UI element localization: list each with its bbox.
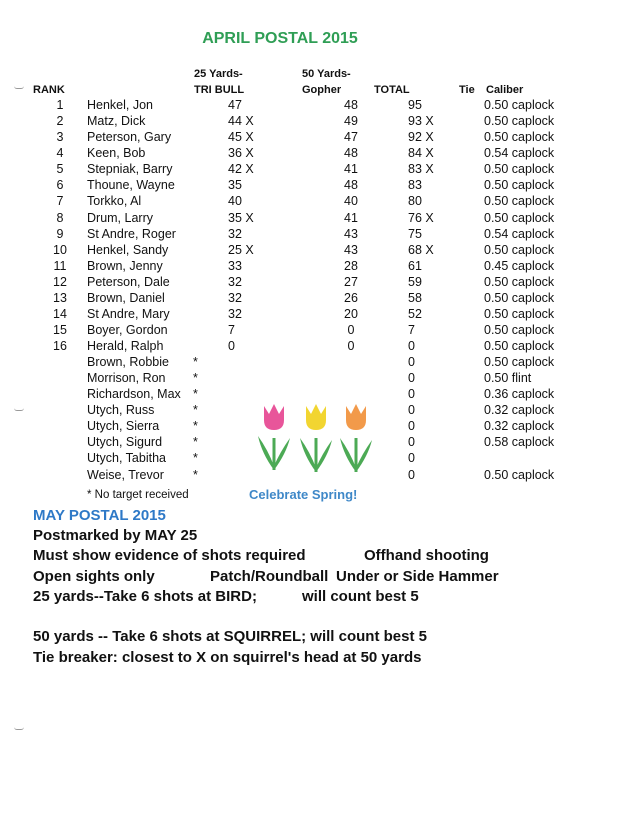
total-cell: 92 X bbox=[408, 130, 434, 144]
score-25-cell: 36 X bbox=[228, 146, 254, 160]
score-50-cell: 47 bbox=[344, 130, 358, 144]
total-cell: 84 X bbox=[408, 146, 434, 160]
name-cell: Drum, Larry bbox=[87, 211, 153, 225]
header-50-line1: 50 Yards- bbox=[302, 68, 351, 80]
name-cell: Richardson, Max bbox=[87, 387, 181, 401]
name-cell: Brown, Jenny bbox=[87, 259, 163, 273]
rank-cell: 6 bbox=[56, 178, 64, 192]
score-25-cell: 40 bbox=[228, 194, 242, 208]
postmarked-line: Postmarked by MAY 25 bbox=[33, 527, 198, 544]
score-50-cell: 49 bbox=[344, 114, 358, 128]
name-cell: Herald, Ralph bbox=[87, 339, 164, 353]
total-cell: 68 X bbox=[408, 243, 434, 257]
total-cell: 83 bbox=[408, 178, 422, 192]
score-25-cell: 32 bbox=[228, 275, 242, 289]
header-50-yards bbox=[302, 66, 351, 98]
celebrate-spring-caption: Celebrate Spring! bbox=[249, 487, 358, 502]
evidence-line: Must show evidence of shots required bbox=[33, 547, 306, 564]
punch-hole-mark bbox=[14, 86, 24, 89]
total-cell: 0 bbox=[408, 371, 415, 385]
rank-cell: 11 bbox=[53, 259, 67, 273]
name-cell: Utych, Sigurd bbox=[87, 435, 163, 449]
no-target-mark: * bbox=[193, 435, 198, 449]
name-cell: Stepniak, Barry bbox=[87, 162, 173, 176]
caliber-cell: 0.50 caplock bbox=[484, 339, 555, 353]
patch-text: Patch/Roundball bbox=[210, 568, 329, 585]
name-cell: Henkel, Sandy bbox=[87, 243, 169, 257]
no-target-mark: * bbox=[193, 419, 198, 433]
header-rank: RANK bbox=[33, 84, 65, 96]
caliber-cell: 0.50 flint bbox=[484, 371, 532, 385]
score-50-cell: 20 bbox=[344, 307, 358, 321]
score-50-cell: 28 bbox=[344, 259, 358, 273]
score-25-cell: 35 X bbox=[228, 211, 254, 225]
name-cell: Morrison, Ron bbox=[87, 371, 166, 385]
header-25-line1: 25 Yards- bbox=[194, 68, 243, 80]
caliber-cell: 0.54 caplock bbox=[484, 227, 555, 241]
caliber-cell: 0.32 caplock bbox=[484, 403, 555, 417]
total-cell: 0 bbox=[408, 435, 415, 449]
punch-hole-mark bbox=[14, 408, 24, 411]
name-cell: Peterson, Gary bbox=[87, 130, 172, 144]
caliber-cell: 0.50 caplock bbox=[484, 355, 555, 369]
header-tie: Tie bbox=[459, 84, 475, 96]
score-50-cell: 26 bbox=[344, 291, 358, 305]
rank-cell: 2 bbox=[56, 114, 64, 128]
caliber-cell: 0.32 caplock bbox=[484, 419, 555, 433]
name-cell: Utych, Tabitha bbox=[87, 451, 166, 465]
rank-cell: 8 bbox=[56, 211, 64, 225]
header-50-line2: Gopher bbox=[302, 84, 342, 96]
total-cell: 95 bbox=[408, 98, 422, 112]
caliber-cell: 0.58 caplock bbox=[484, 435, 555, 449]
rank-cell: 16 bbox=[53, 339, 67, 353]
rank-cell: 1 bbox=[56, 98, 64, 112]
rank-cell: 3 bbox=[56, 130, 64, 144]
header-total: TOTAL bbox=[374, 84, 410, 96]
caliber-cell: 0.50 caplock bbox=[484, 211, 555, 225]
name-cell: Utych, Sierra bbox=[87, 419, 160, 433]
total-cell: 0 bbox=[408, 468, 415, 482]
rank-cell: 12 bbox=[53, 275, 67, 289]
caliber-cell: 0.50 caplock bbox=[484, 243, 555, 257]
score-50-cell: 0 bbox=[347, 323, 355, 337]
score-25-cell: 33 bbox=[228, 259, 242, 273]
name-cell: Henkel, Jon bbox=[87, 98, 154, 112]
total-cell: 75 bbox=[408, 227, 422, 241]
name-cell: Matz, Dick bbox=[87, 114, 146, 128]
score-25-cell: 32 bbox=[228, 291, 242, 305]
caliber-cell: 0.50 caplock bbox=[484, 291, 555, 305]
tulip-orange-icon bbox=[340, 404, 372, 472]
caliber-cell: 0.50 caplock bbox=[484, 130, 555, 144]
no-target-mark: * bbox=[193, 451, 198, 465]
no-target-mark: * bbox=[193, 468, 198, 482]
yards25-count: will count best 5 bbox=[302, 588, 419, 605]
caliber-cell: 0.50 caplock bbox=[484, 114, 555, 128]
name-cell: Boyer, Gordon bbox=[87, 323, 168, 337]
score-25-cell: 0 bbox=[228, 339, 235, 353]
rank-cell: 9 bbox=[56, 227, 64, 241]
name-cell: Brown, Robbie bbox=[87, 355, 169, 369]
rank-cell: 13 bbox=[53, 291, 67, 305]
score-50-cell: 41 bbox=[344, 162, 358, 176]
name-cell: St Andre, Mary bbox=[87, 307, 170, 321]
caliber-cell: 0.50 caplock bbox=[484, 307, 555, 321]
score-50-cell: 40 bbox=[344, 194, 358, 208]
rank-cell: 7 bbox=[56, 194, 64, 208]
score-25-cell: 44 X bbox=[228, 114, 254, 128]
caliber-cell: 0.54 caplock bbox=[484, 146, 555, 160]
offhand-text: Offhand shooting bbox=[364, 547, 489, 564]
rank-cell: 5 bbox=[56, 162, 64, 176]
total-cell: 61 bbox=[408, 259, 422, 273]
no-target-mark: * bbox=[193, 387, 198, 401]
may-postal-title: MAY POSTAL 2015 bbox=[33, 507, 166, 524]
total-cell: 83 X bbox=[408, 162, 434, 176]
hammer-text: Under or Side Hammer bbox=[336, 568, 499, 585]
name-cell: Peterson, Dale bbox=[87, 275, 170, 289]
name-cell: Utych, Russ bbox=[87, 403, 155, 417]
yards50-rule: 50 yards -- Take 6 shots at SQUIRREL; will count best 5 bbox=[33, 628, 427, 645]
caliber-cell: 0.36 caplock bbox=[484, 387, 555, 401]
punch-hole-mark bbox=[14, 727, 24, 730]
no-target-mark: * bbox=[193, 371, 198, 385]
score-25-cell: 45 X bbox=[228, 130, 254, 144]
score-50-cell: 41 bbox=[344, 211, 358, 225]
name-cell: Torkko, Al bbox=[87, 194, 142, 208]
total-cell: 52 bbox=[408, 307, 422, 321]
total-cell: 76 X bbox=[408, 211, 434, 225]
header-25-yards bbox=[194, 66, 244, 98]
score-25-cell: 25 X bbox=[228, 243, 254, 257]
score-25-cell: 47 bbox=[228, 98, 242, 112]
rank-cell: 15 bbox=[53, 323, 67, 337]
total-cell: 59 bbox=[408, 275, 422, 289]
yards25-rule: 25 yards--Take 6 shots at BIRD; bbox=[33, 588, 257, 605]
score-25-cell: 42 X bbox=[228, 162, 254, 176]
score-50-cell: 48 bbox=[344, 146, 358, 160]
tulip-pink-icon bbox=[258, 404, 290, 470]
caliber-cell: 0.50 caplock bbox=[484, 275, 555, 289]
total-cell: 0 bbox=[408, 355, 415, 369]
total-cell: 58 bbox=[408, 291, 422, 305]
name-cell: St Andre, Roger bbox=[87, 227, 176, 241]
total-cell: 93 X bbox=[408, 114, 434, 128]
caliber-cell: 0.50 caplock bbox=[484, 178, 555, 192]
score-50-cell: 48 bbox=[344, 98, 358, 112]
total-cell: 0 bbox=[408, 451, 415, 465]
open-sights-text: Open sights only bbox=[33, 568, 155, 585]
total-cell: 0 bbox=[408, 387, 415, 401]
score-50-cell: 43 bbox=[344, 243, 358, 257]
caliber-cell: 0.50 caplock bbox=[484, 323, 555, 337]
caliber-cell: 0.50 caplock bbox=[484, 98, 555, 112]
caliber-cell: 0.50 caplock bbox=[484, 162, 555, 176]
tulips-illustration bbox=[250, 400, 380, 480]
total-cell: 0 bbox=[408, 419, 415, 433]
total-cell: 0 bbox=[408, 339, 415, 353]
score-25-cell: 32 bbox=[228, 307, 242, 321]
name-cell: Keen, Bob bbox=[87, 146, 146, 160]
caliber-cell: 0.50 caplock bbox=[484, 194, 555, 208]
total-cell: 80 bbox=[408, 194, 422, 208]
score-50-cell: 43 bbox=[344, 227, 358, 241]
header-caliber: Caliber bbox=[486, 84, 524, 96]
tulip-yellow-icon bbox=[300, 404, 332, 472]
name-cell: Brown, Daniel bbox=[87, 291, 165, 305]
rank-cell: 14 bbox=[53, 307, 67, 321]
caliber-cell: 0.50 caplock bbox=[484, 468, 555, 482]
total-cell: 7 bbox=[408, 323, 415, 337]
no-target-note: * No target received bbox=[87, 489, 189, 501]
tie-breaker-rule: Tie breaker: closest to X on squirrel's head at 50 yards bbox=[33, 649, 422, 666]
rank-cell: 4 bbox=[56, 146, 64, 160]
total-cell: 0 bbox=[408, 403, 415, 417]
name-cell: Weise, Trevor bbox=[87, 468, 164, 482]
no-target-mark: * bbox=[193, 403, 198, 417]
page-title: APRIL POSTAL 2015 bbox=[202, 30, 358, 47]
score-25-cell: 35 bbox=[228, 178, 242, 192]
score-50-cell: 48 bbox=[344, 178, 358, 192]
score-50-cell: 0 bbox=[347, 339, 355, 353]
score-25-cell: 7 bbox=[228, 323, 235, 337]
header-25-line2: TRI BULL bbox=[194, 84, 245, 96]
name-cell: Thoune, Wayne bbox=[87, 178, 175, 192]
score-50-cell: 27 bbox=[344, 275, 358, 289]
no-target-mark: * bbox=[193, 355, 198, 369]
rank-cell: 10 bbox=[53, 243, 67, 257]
caliber-cell: 0.45 caplock bbox=[484, 259, 555, 273]
score-25-cell: 32 bbox=[228, 227, 242, 241]
